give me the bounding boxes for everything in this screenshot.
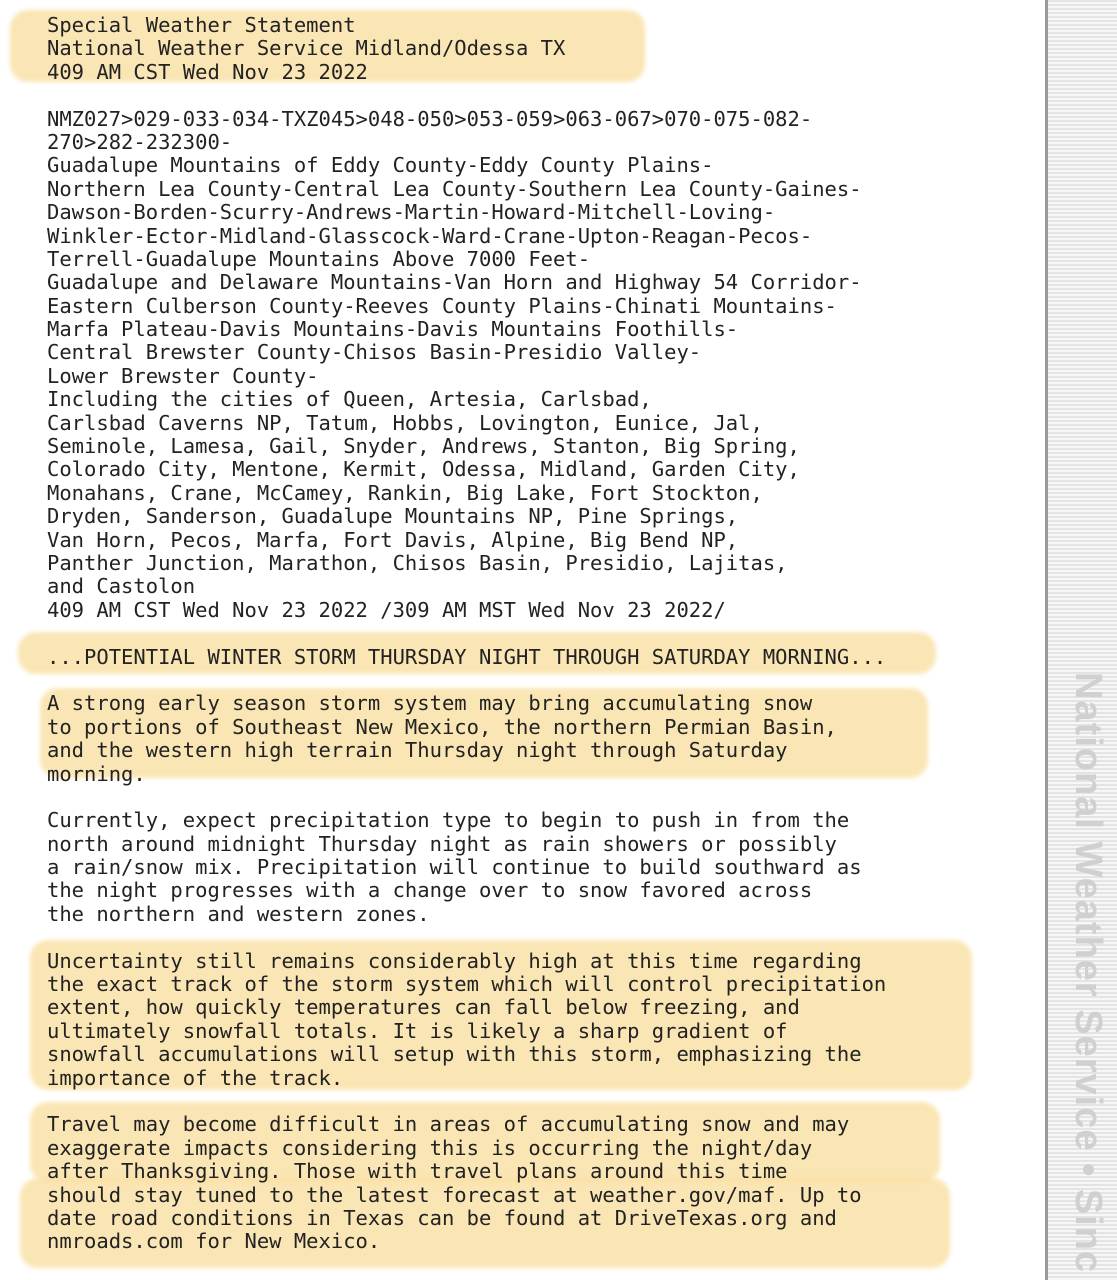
- text-line: 409 AM CST Wed Nov 23 2022 /309 AM MST Wed Nov 23 2022/: [47, 597, 726, 622]
- text-line: A strong early season storm system may bring accumulating snow: [47, 691, 813, 716]
- text-line: 409 AM CST Wed Nov 23 2022: [47, 59, 368, 84]
- text-line: north around midnight Thursday night as rain showers or possibly: [47, 831, 837, 856]
- text-line: [47, 1090, 886, 1113]
- text-line: a rain/snow mix. Precipitation will continue to build southward as: [47, 855, 862, 880]
- text-line: Eastern Culberson County-Reeves County Plains-Chinati Mountains-: [47, 293, 837, 318]
- text-line: extent, how quickly temperatures can fall below freezing, and: [47, 995, 800, 1020]
- text-line: [47, 622, 886, 645]
- text-line: 270>282-232300-: [47, 129, 233, 154]
- text-line: Travel may become difficult in areas of accumulating snow and may: [47, 1112, 850, 1137]
- text-line: and Castolon: [47, 574, 196, 599]
- text-line: Colorado City, Mentone, Kermit, Odessa, Midland, Garden City,: [47, 457, 800, 482]
- statement-text: [47, 14, 886, 1254]
- text-line: Seminole, Lamesa, Gail, Snyder, Andrews, Stanton, Big Spring,: [47, 434, 800, 459]
- text-line: Guadalupe and Delaware Mountains-Van Horn and Highway 54 Corridor-: [47, 270, 862, 295]
- text-line: [47, 926, 886, 949]
- text-line: NMZ027>029-033-034-TXZ045>048-050>053-059>063-067>070-075-082-: [47, 106, 813, 131]
- text-line: Special Weather Statement: [47, 13, 356, 37]
- text-line: Currently, expect precipitation type to begin to push in from the: [47, 808, 850, 833]
- text-line: the night progresses with a change over to snow favored across: [47, 878, 813, 903]
- text-line: to portions of Southeast New Mexico, the northern Permian Basin,: [47, 714, 837, 739]
- text-line: Van Horn, Pecos, Marfa, Fort Davis, Alpine, Big Bend NP,: [47, 527, 739, 552]
- text-line: Dawson-Borden-Scurry-Andrews-Martin-Howard-Mitchell-Loving-: [47, 200, 776, 225]
- watermark-text: National Weather Service • Sinc: [1067, 672, 1109, 1274]
- text-line: [47, 84, 886, 107]
- text-line: nmroads.com for New Mexico.: [47, 1229, 381, 1254]
- text-line: and the western high terrain Thursday night through Saturday: [47, 738, 788, 763]
- text-line: ultimately snowfall totals. It is likely a sharp gradient of: [47, 1018, 788, 1043]
- text-line: Winkler-Ector-Midland-Glasscock-Ward-Crane-Upton-Reagan-Pecos-: [47, 223, 813, 248]
- text-line: [47, 669, 886, 692]
- side-strip: [1045, 0, 1117, 1280]
- text-line: importance of the track.: [47, 1065, 344, 1090]
- text-line: date road conditions in Texas can be found at DriveTexas.org and: [47, 1205, 837, 1230]
- text-line: Including the cities of Queen, Artesia, Carlsbad,: [47, 387, 652, 412]
- text-line: exaggerate impacts considering this is occurring the night/day: [47, 1135, 813, 1160]
- text-line: Dryden, Sanderson, Guadalupe Mountains NP, Pine Springs,: [47, 504, 739, 529]
- text-line: Northern Lea County-Central Lea County-Southern Lea County-Gaines-: [47, 176, 862, 201]
- text-line: Carlsbad Caverns NP, Tatum, Hobbs, Lovington, Eunice, Jal,: [47, 410, 763, 435]
- text-line: [47, 786, 886, 809]
- text-line: National Weather Service Midland/Odessa TX: [47, 36, 566, 61]
- text-line: Guadalupe Mountains of Eddy County-Eddy County Plains-: [47, 153, 714, 178]
- text-line: the exact track of the storm system which will control precipitation: [47, 972, 887, 997]
- text-line: snowfall accumulations will setup with this storm, emphasizing the: [47, 1042, 862, 1067]
- text-line: the northern and western zones.: [47, 901, 430, 926]
- text-line: Lower Brewster County-: [47, 363, 319, 388]
- text-line: Panther Junction, Marathon, Chisos Basin, Presidio, Lajitas,: [47, 550, 788, 575]
- text-line: after Thanksgiving. Those with travel plans around this time: [47, 1159, 788, 1184]
- text-line: Central Brewster County-Chisos Basin-Presidio Valley-: [47, 340, 702, 365]
- text-line: Uncertainty still remains considerably high at this time regarding: [47, 948, 862, 973]
- text-line: ...POTENTIAL WINTER STORM THURSDAY NIGHT THROUGH SATURDAY MORNING...: [47, 644, 887, 669]
- text-line: morning.: [47, 761, 146, 786]
- text-line: Monahans, Crane, McCamey, Rankin, Big Lake, Fort Stockton,: [47, 480, 763, 505]
- text-line: Marfa Plateau-Davis Mountains-Davis Mountains Foothills-: [47, 317, 739, 342]
- text-line: Terrell-Guadalupe Mountains Above 7000 Feet-: [47, 246, 591, 271]
- text-line: should stay tuned to the latest forecast at weather.gov/maf. Up to: [47, 1182, 862, 1207]
